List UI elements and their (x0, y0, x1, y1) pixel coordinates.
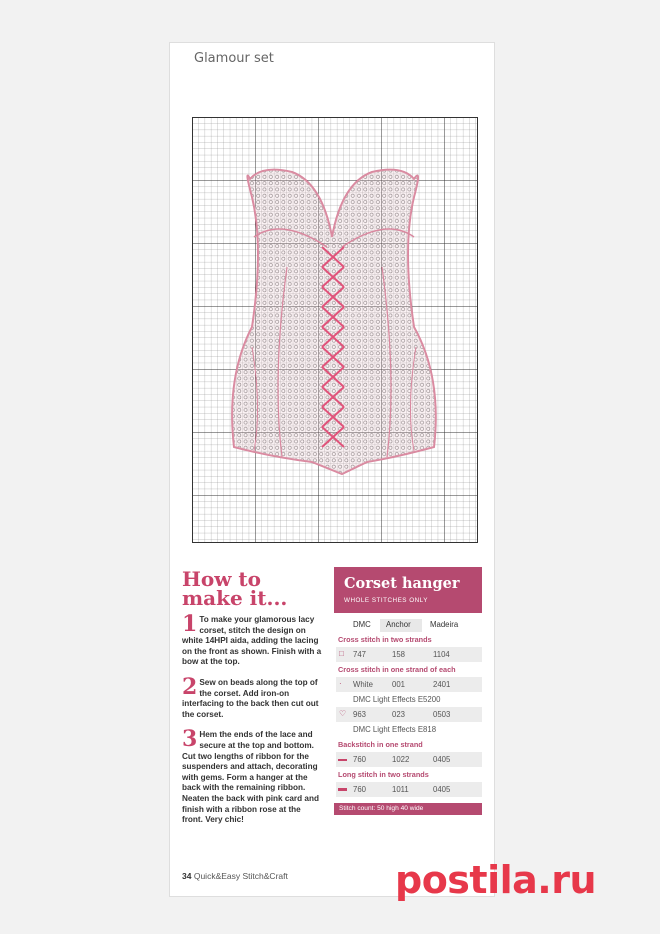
dmc-value: 963 (353, 710, 367, 719)
header-dmc: DMC (353, 620, 371, 629)
anchor-value: 023 (392, 710, 406, 719)
key-table (336, 619, 482, 797)
thread-note (336, 692, 482, 707)
madeira-value: 0405 (433, 755, 451, 764)
thread-row (336, 647, 482, 662)
thread-key (334, 567, 482, 819)
madeira-value: 2401 (433, 680, 451, 689)
dmc-value: White (353, 680, 373, 689)
section-label: Cross stitch in one strand of each (338, 665, 456, 674)
step-text: To make your glamorous lacy corset, stitch the design on white 14HPI aida, adding the lacing on the front as shown. Finish with a bow at the top. (182, 615, 322, 667)
note-text: DMC Light Effects E5200 (353, 695, 441, 704)
madeira-value: 0405 (433, 785, 451, 794)
long-stitch-line-icon (338, 788, 347, 791)
thread-row (336, 752, 482, 767)
thread-row (336, 677, 482, 692)
anchor-value: 1022 (392, 755, 410, 764)
cross-stitch-chart (192, 117, 478, 543)
key-section (336, 767, 482, 782)
section-label: Cross stitch in two strands (338, 635, 432, 644)
section-label: Long stitch in two strands (338, 770, 429, 779)
step-number: 2 (182, 673, 198, 700)
thread-row (336, 707, 482, 722)
watermark-logo: postila.ru (395, 858, 597, 902)
note-text: DMC Light Effects E818 (353, 725, 437, 734)
heart-symbol-icon: ♡ (339, 709, 347, 718)
key-header (334, 567, 482, 613)
anchor-value: 001 (392, 680, 406, 689)
header-madeira: Madeira (430, 620, 459, 629)
key-section (336, 632, 482, 647)
thread-note (336, 722, 482, 737)
key-section (336, 737, 482, 752)
step-number: 1 (182, 611, 198, 637)
dmc-value: 747 (353, 650, 367, 659)
square-symbol-icon: □ (339, 649, 344, 658)
key-subtitle: WHOLE STITCHES ONLY (344, 597, 428, 604)
step-3 (182, 726, 322, 825)
dmc-value: 760 (353, 755, 367, 764)
stitch-count (334, 803, 482, 815)
dot-symbol-icon: · (339, 679, 342, 688)
dmc-value: 760 (353, 785, 367, 794)
key-column-headers (336, 619, 482, 632)
corset-chart-icon (192, 117, 478, 543)
thread-row (336, 782, 482, 797)
stitch-count-text: Stitch count: 50 high 40 wide (339, 805, 424, 812)
step-number: 3 (182, 726, 198, 753)
section-label: Backstitch in one strand (338, 740, 423, 749)
set-label: Glamour set (194, 51, 274, 66)
key-section (336, 662, 482, 677)
backstitch-line-icon (338, 759, 347, 761)
magazine-name: Quick&Easy Stitch&Craft (193, 871, 288, 881)
anchor-value: 158 (392, 650, 406, 659)
magazine-page (169, 42, 495, 897)
step-text: Sew on beads along the top of the corset. Add iron-on interfacing to the back then cut out the corset. (182, 677, 319, 719)
key-title: Corset hanger (344, 575, 460, 592)
step-2 (182, 673, 322, 720)
madeira-value: 1104 (433, 650, 450, 659)
anchor-value: 1011 (392, 785, 409, 794)
howto-title: How to make it... (182, 567, 288, 610)
step-text: Hem the ends of the lace and secure at the top and bottom. Cut two lengths of ribbon for the suspenders and attach, decorating with gems. Form a hanger at the back with the remaining ribbon. Neaten the back with pink card and finish with a ribbon rose at the front. Very chic! (182, 730, 319, 825)
instruction-steps (182, 611, 322, 836)
page-number: 34 (182, 871, 192, 881)
page-footer (182, 871, 288, 881)
step-1 (182, 611, 322, 668)
header-anchor: Anchor (386, 620, 411, 629)
madeira-value: 0503 (433, 710, 451, 719)
